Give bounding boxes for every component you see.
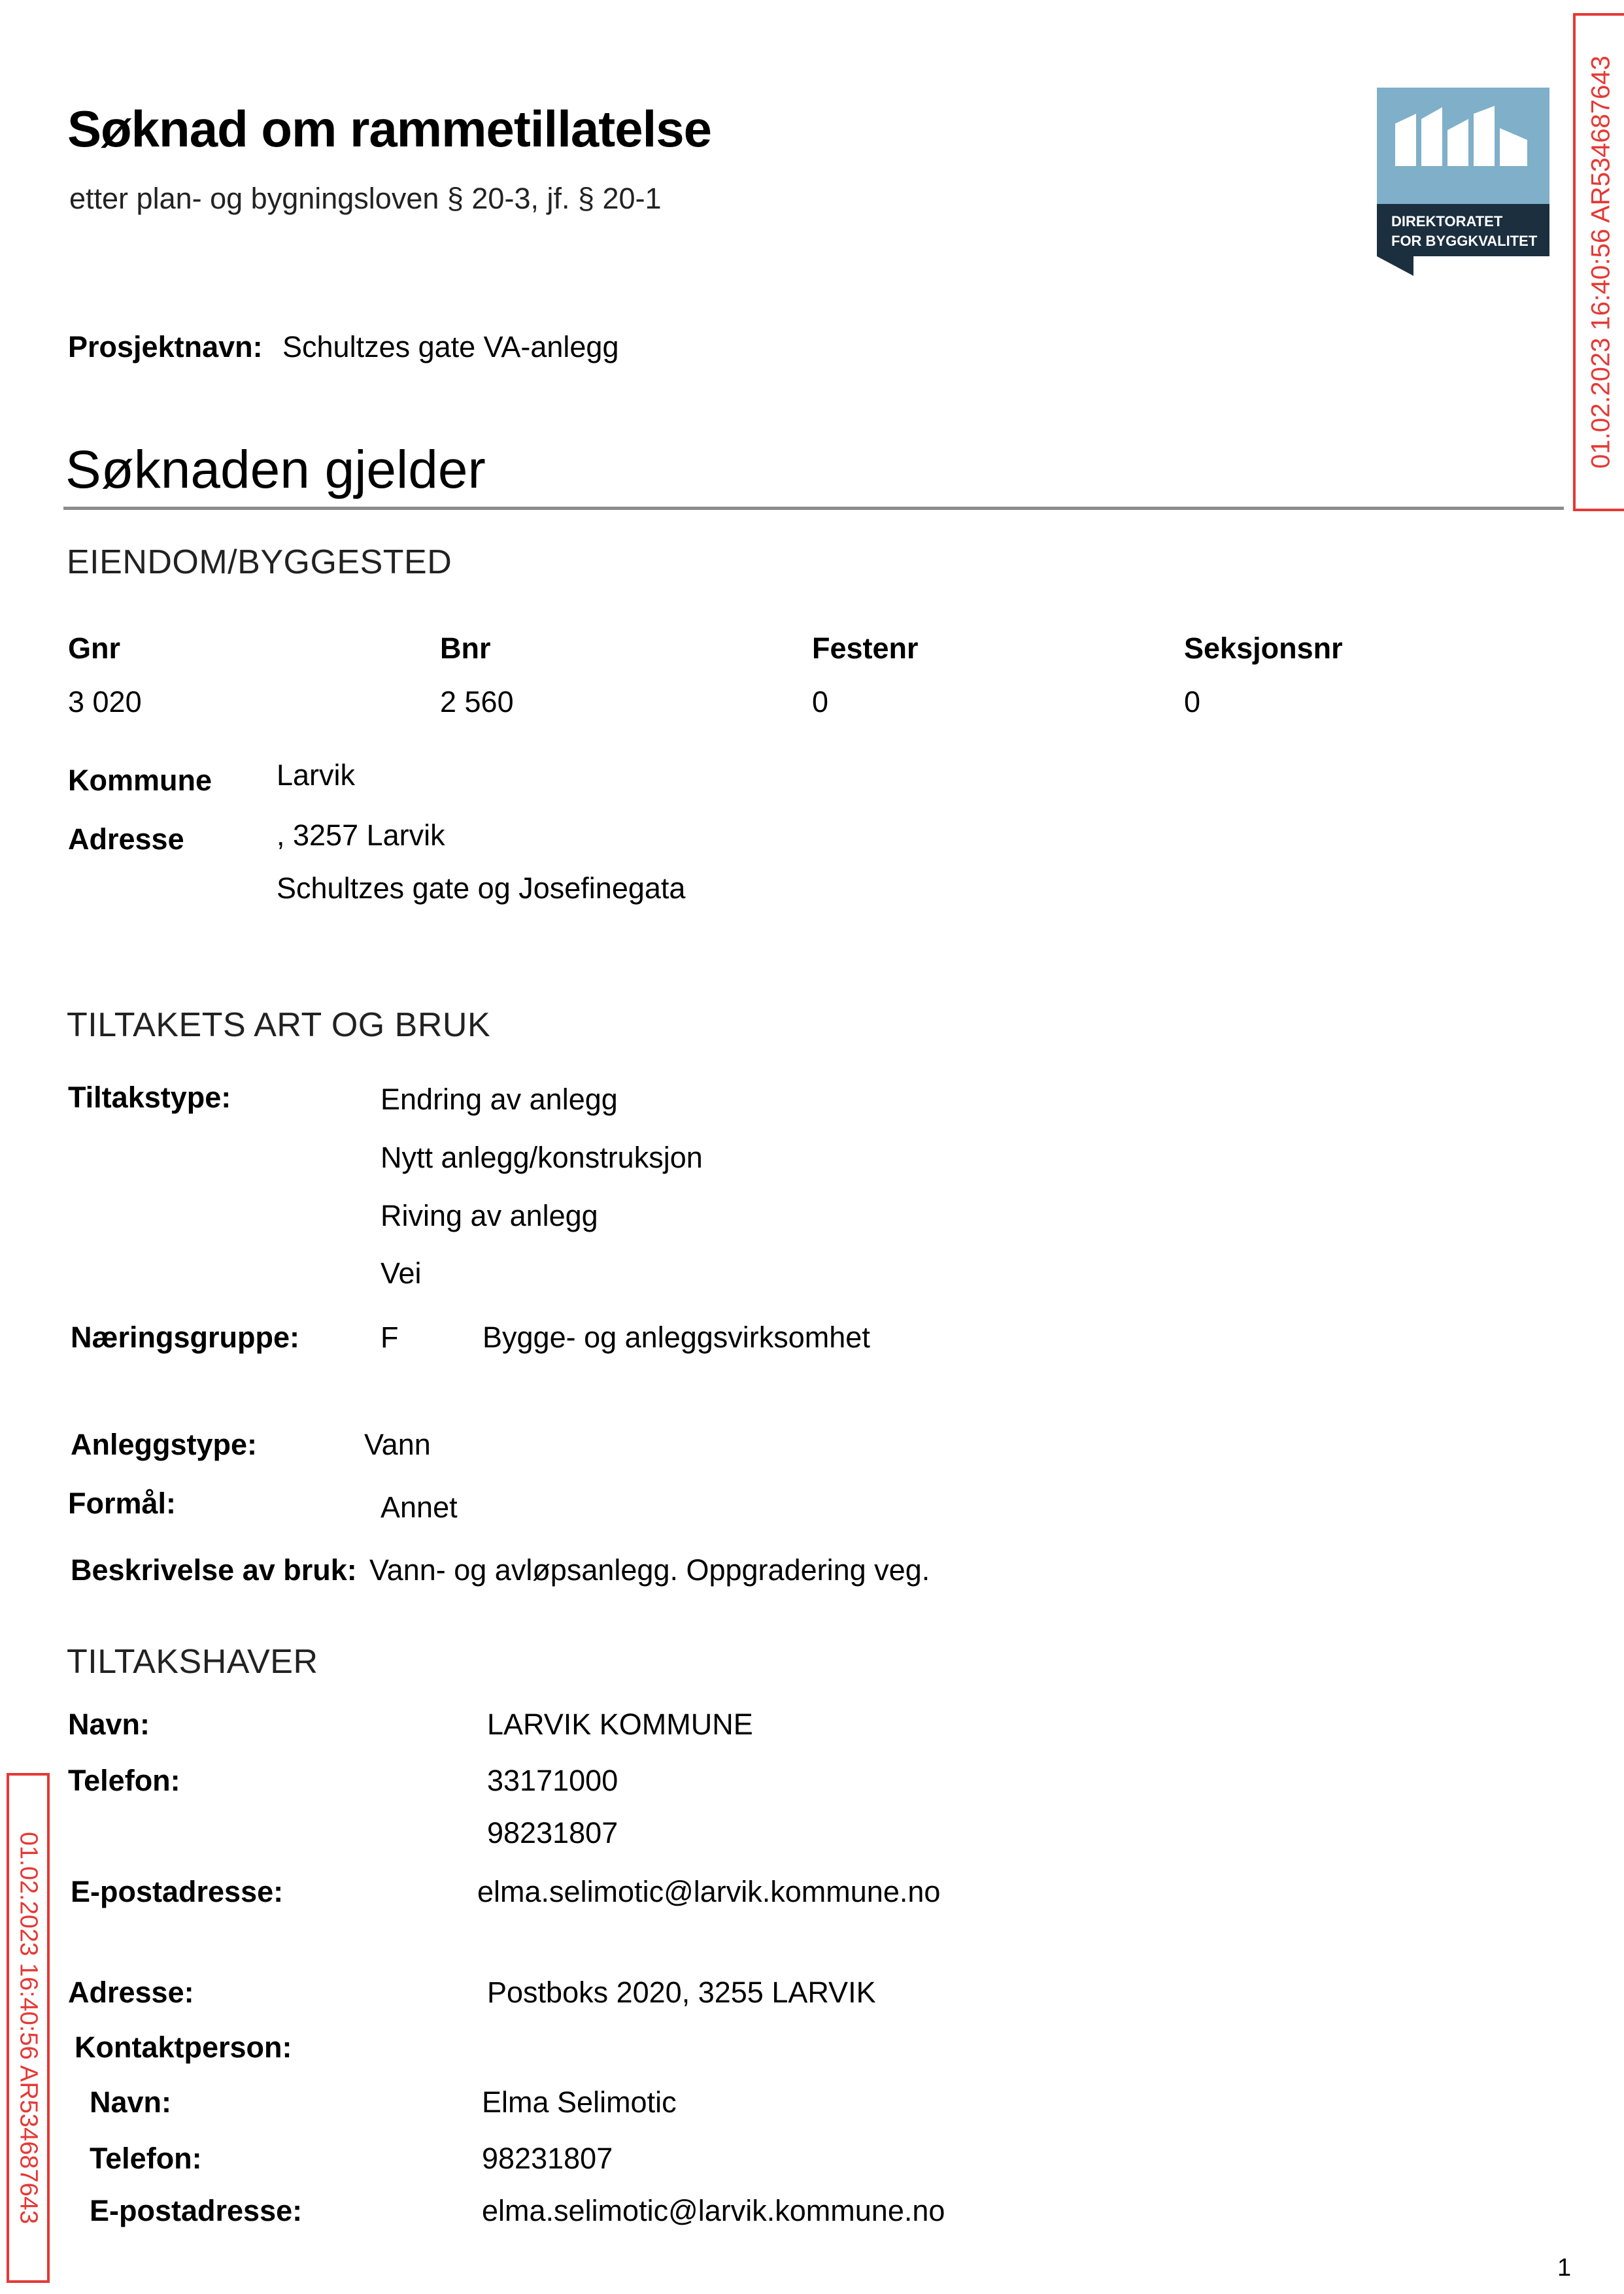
archive-stamp-left xyxy=(7,1773,50,2283)
tiltakshaver-navn-value: LARVIK KOMMUNE xyxy=(487,1708,753,1741)
anleggstype-label: Anleggstype: xyxy=(71,1428,258,1461)
tiltakstype-item: Riving av anlegg xyxy=(381,1199,598,1232)
bnr-label: Bnr xyxy=(440,632,491,665)
tiltakshaver-adresse-label: Adresse: xyxy=(68,1976,194,2009)
document-subtitle: etter plan- og bygningsloven § 20-3, jf. § 20-1 xyxy=(69,182,662,215)
logo-text-line2: FOR BYGGKVALITET xyxy=(1391,233,1538,249)
archive-stamp-top-text: 01.02.2023 16:40:56 AR534687643 xyxy=(1586,56,1616,469)
adresse-line2: Schultzes gate og Josefinegata xyxy=(277,871,686,905)
tiltakstype-item: Endring av anlegg xyxy=(381,1083,618,1116)
kontakt-navn-label: Navn: xyxy=(90,2085,172,2119)
tiltakshaver-heading: TILTAKSHAVER xyxy=(67,1643,318,1681)
tiltakshaver-telefon-value1: 33171000 xyxy=(487,1764,618,1797)
gnr-label: Gnr xyxy=(68,632,121,665)
eiendom-heading: EIENDOM/BYGGESTED xyxy=(67,543,452,581)
seksjonsnr-value: 0 xyxy=(1184,685,1201,718)
tiltakshaver-adresse-value: Postboks 2020, 3255 LARVIK xyxy=(487,1976,876,2009)
tiltakshaver-telefon-value2: 98231807 xyxy=(487,1816,618,1849)
logo-text-line1: DIREKTORATET xyxy=(1391,213,1503,229)
page-number: 1 xyxy=(1557,2254,1572,2282)
kommune-value: Larvik xyxy=(277,758,356,792)
project-name-label: Prosjektnavn: xyxy=(68,330,263,363)
adresse-line1: , 3257 Larvik xyxy=(277,818,445,852)
kommune-label: Kommune xyxy=(68,764,212,797)
naeringsgruppe-value: Bygge- og anleggsvirksomhet xyxy=(482,1321,870,1354)
kontaktperson-label: Kontaktperson: xyxy=(75,2031,292,2064)
tiltakshaver-navn-label: Navn: xyxy=(68,1708,150,1741)
beskrivelse-value: Vann- og avløpsanlegg. Oppgradering veg. xyxy=(369,1553,930,1587)
naeringsgruppe-code: F xyxy=(381,1321,399,1354)
seksjonsnr-label: Seksjonsnr xyxy=(1184,632,1343,665)
formal-value: Annet xyxy=(381,1491,458,1524)
adresse-label: Adresse xyxy=(68,822,184,856)
beskrivelse-label: Beskrivelse av bruk: xyxy=(71,1553,357,1587)
gnr-value: 3 020 xyxy=(68,685,142,718)
kontakt-navn-value: Elma Selimotic xyxy=(482,2085,677,2119)
archive-stamp-top xyxy=(1573,13,1624,511)
tiltakstype-item: Vei xyxy=(381,1257,422,1290)
tiltakstype-item: Nytt anlegg/konstruksjon xyxy=(381,1141,703,1174)
kontakt-epost-label: E-postadresse: xyxy=(90,2194,303,2227)
festenr-label: Festenr xyxy=(812,632,919,665)
formal-label: Formål: xyxy=(68,1487,177,1520)
bnr-value: 2 560 xyxy=(440,685,514,718)
section-title: Søknaden gjelder xyxy=(65,440,486,499)
dibk-logo xyxy=(1377,88,1549,276)
tiltakshaver-epost-value: elma.selimotic@larvik.kommune.no xyxy=(477,1875,941,1908)
document-title: Søknad om rammetillatelse xyxy=(67,100,712,158)
festenr-value: 0 xyxy=(812,685,829,718)
tiltakshaver-epost-label: E-postadresse: xyxy=(71,1875,284,1908)
naeringsgruppe-label: Næringsgruppe: xyxy=(71,1321,300,1354)
tiltak-heading: TILTAKETS ART OG BRUK xyxy=(67,1006,491,1044)
archive-stamp-left-text: 01.02.2023 16:40:56 AR534687643 xyxy=(14,1831,42,2225)
anleggstype-value: Vann xyxy=(364,1428,431,1461)
project-name-value: Schultzes gate VA-anlegg xyxy=(282,330,619,363)
kontakt-epost-value: elma.selimotic@larvik.kommune.no xyxy=(482,2194,945,2227)
section-divider xyxy=(63,507,1564,510)
kontakt-telefon-value: 98231807 xyxy=(482,2142,613,2175)
tiltakshaver-telefon-label: Telefon: xyxy=(68,1764,180,1797)
kontakt-telefon-label: Telefon: xyxy=(90,2142,202,2175)
tiltakstype-label: Tiltakstype: xyxy=(68,1081,231,1114)
